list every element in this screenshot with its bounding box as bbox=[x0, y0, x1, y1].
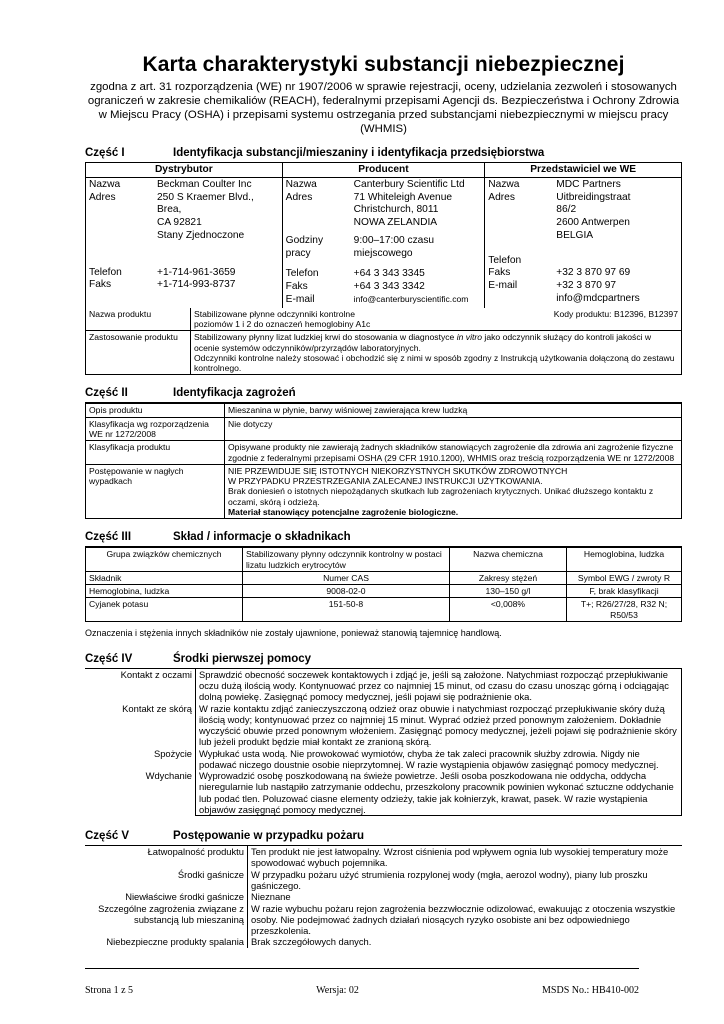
representative-block: Nazwa MDC Partners Adres Uitbreidingstraat 86/2 2600 Antwerpen BELGIA Telefon Faks +32 3 870 97 69 E-mail +32 3 870 97 info@mdcpartners bbox=[485, 177, 682, 307]
product-codes: Kody produktu: B12396, B12397 bbox=[475, 308, 682, 331]
product-use: Stabilizowany płynny lizat ludzkiej krwi do stosowania w diagnostyce in vitro jako odczynnik służący do kontroli jakości w ocenie systemów odczynników/przyrządów laboratoryjnych. Odczynniki kontrolne należy stosować i obchodzić się z nimi w sposób zgodny z Instrukcją użytkowania dołączoną do zestawu kontrolnego. bbox=[191, 331, 682, 375]
table-row: Niewłaściwe środki gaśnicze Nieznane bbox=[85, 891, 682, 902]
product-table bbox=[85, 308, 682, 376]
msds-number: MSDS No.: HB410-002 bbox=[542, 985, 639, 996]
distributor-block: Nazwa Beckman Coulter Inc Adres 250 S Kraemer Blvd., Brea, CA 92821 Stany Zjednoczone Telefon +1-714-961-3659 Faks +1-714-993-8737 bbox=[86, 177, 283, 307]
table-row: Środki gaśnicze W przypadku pożaru użyć strumienia rozpylonej wody (mgła, aerozol wodny), piany lub proszku gaśniczego. bbox=[85, 869, 682, 892]
section-2-heading bbox=[85, 387, 682, 403]
producer-name: Canterbury Scientific Ltd bbox=[353, 178, 465, 190]
product-name-label: Nazwa produktu bbox=[86, 308, 191, 331]
document-title: Karta charakterystyki substancji niebezpiecznej bbox=[142, 53, 625, 76]
producer-email: info@canterburyscientific.com bbox=[353, 293, 469, 304]
table-row: Postępowanie w nagłych wypadkach NIE PRZEWIDUJE SIĘ ISTOTNYCH NIEKORZYSTNYCH SKUTKÓW ZDROWOTNYCH W PRZYPADKU PRZESTRZEGANIA ZALECANEJ INSTRUKCJI UŻYTKOWANIA. Brak doniesień o istotnych niepożądanych skutkach lub zagrożeniach krytycznych. Unikać dłuższego kontaktu z oczami, skórą i odzieżą. Materiał stanowiący potencjalne zagrożenie biologiczne. bbox=[86, 464, 682, 519]
section-1-heading bbox=[85, 147, 682, 163]
table-row: Niebezpieczne produkty spalania Brak szczegółowych danych. bbox=[85, 936, 682, 947]
section-3-title: Skład / informacje o składnikach bbox=[173, 531, 351, 544]
section-5-title: Postępowanie w przypadku pożaru bbox=[173, 830, 365, 843]
table-row: Hemoglobina, ludzka 9008-02-0 130–150 g/l F, brak klasyfikacji bbox=[86, 585, 682, 598]
composition-note: Oznaczenia i stężenia innych składników nie zostały ujawnione, ponieważ stanowią tajemnicę handlową. bbox=[85, 628, 502, 639]
distributor-name: Beckman Coulter Inc bbox=[157, 178, 252, 190]
producer-fax: +64 3 343 3342 bbox=[353, 281, 425, 293]
representative-name: MDC Partners bbox=[556, 178, 621, 190]
document-subtitle: zgodna z art. 31 rozporządzenia (WE) nr 1907/2006 w sprawie rejestracji, oceny, udzielania zezwoleń i stosowanych ograniczeń w zakresie chemikaliów (REACH), federalnymi przepisami Agencji ds. Bezpieczeństwa i Ochrony Zdrowia w Miejscu Pracy (OSHA) i przepisami systemu ostrzegania przed substancjami niebezpiecznymi w miejscu pracy (WHMIS) bbox=[87, 81, 680, 135]
representative-header: Przedstawiciel we WE bbox=[485, 163, 682, 178]
section-4-heading bbox=[85, 653, 682, 669]
section-3-heading bbox=[85, 531, 682, 547]
section-3 bbox=[85, 531, 682, 638]
representative-fax: +32 3 870 97 69 bbox=[556, 267, 631, 279]
distributor-address: 250 S Kraemer Blvd., bbox=[157, 191, 254, 203]
producer-hours: 9:00–17:00 czasu bbox=[353, 234, 435, 246]
table-row: Grupa związków chemicznych Stabilizowany płynny odczynnik kontrolny w postaci lizatu ludzkich erytrocytów Nazwa chemiczna Hemoglobina, ludzka bbox=[86, 548, 682, 572]
table-row: Opis produktu Mieszanina w płynie, barwy wiśniowej zawierająca krew ludzką bbox=[86, 404, 682, 417]
composition-table bbox=[85, 547, 682, 622]
page-number: Strona 1 z 5 bbox=[85, 985, 134, 996]
distributor-header: Dystrybutor bbox=[86, 163, 283, 178]
section-1-title: Identyfikacja substancji/mieszaniny i identyfikacja przedsiębiorstwa bbox=[173, 146, 545, 159]
distributor-phone: +1-714-961-3659 bbox=[157, 266, 236, 278]
document-page bbox=[85, 52, 682, 948]
table-row: Kontakt z oczami Sprawdzić obecność soczewek kontaktowych i zdjąć je, jeśli są założone. Natychmiast rozpocząć przepłukiwanie oczu dużą ilością wody. Kontynuować przez co najmniej 15 minut, od czasu do czasu unosząc górną i odciągając dolną powiekę. Zasięgnąć pomocy medycznej, jeśli pojawi się podrażnienie oka. bbox=[85, 669, 682, 703]
fire-table bbox=[85, 846, 682, 948]
table-row: Klasyfikacja produktu Opisywane produkty nie zawierają żadnych składników stanowiących zagrożenie dla zdrowia ani zagrożenie fizyczne zgodnie z federalnymi przepisami OSHA (29 CFR 1910.1200), WHMIS oraz treścią rozporządzenia WE nr 1272/2008 bbox=[86, 441, 682, 465]
table-row: Kontakt ze skórą W razie kontaktu zdjąć zanieczyszczoną odzież oraz obuwie i natychmiast rozpocząć przepłukiwanie skóry dużą ilością wody; kontynuować przez co najmniej 15 minut. Wyprać odzież przed ponownym założeniem. Dokładnie wyczyścić obuwie przed ponownym włożeniem. Zasięgnąć pomocy medycznej, jeżeli pojawi się podrażnienie skóry lub jeżeli produkt będzie miał kontakt ze zranioną skórą. bbox=[85, 703, 682, 748]
representative-address: Uitbreidingstraat bbox=[556, 191, 631, 203]
parties-table bbox=[85, 163, 682, 308]
representative-phone: +32 3 870 97 bbox=[556, 280, 617, 292]
page-footer bbox=[85, 968, 639, 997]
producer-header: Producent bbox=[282, 163, 485, 178]
section-2 bbox=[85, 387, 682, 519]
section-1 bbox=[85, 147, 682, 376]
table-header-row: Składnik Numer CAS Zakresy stężeń Symbol EWG / zwroty R bbox=[86, 571, 682, 584]
section-5-number: Część V bbox=[85, 830, 130, 843]
table-row: Szczególne zagrożenia związane z substancją lub mieszaniną W razie wybuchu pożaru rejon zagrożenia bezzwłocznie odizolować, ewakuując z otoczenia wszystkie osoby. Nie podejmować żadnych działań niosących ryzyko osobiste ani bez odpowiedniego przeszkolenia. bbox=[85, 903, 682, 937]
distributor-fax: +1-714-993-8737 bbox=[157, 279, 236, 291]
section-4-title: Środki pierwszej pomocy bbox=[173, 652, 312, 665]
hazards-table bbox=[85, 403, 682, 519]
table-row: Klasyfikacja wg rozporządzenia WE nr 1272/2008 Nie dotyczy bbox=[86, 417, 682, 441]
product-name: Stabilizowane płynne odczynniki kontrolne poziomów 1 i 2 do oznaczeń hemoglobiny A1c bbox=[191, 308, 476, 331]
section-1-number: Część I bbox=[85, 146, 125, 159]
section-4-number: Część IV bbox=[85, 652, 133, 665]
representative-email: info@mdcpartners bbox=[556, 292, 640, 304]
producer-address: 71 Whiteleigh Avenue bbox=[353, 191, 453, 203]
section-4 bbox=[85, 653, 682, 816]
table-row: Łatwopalność produktu Ten produkt nie jest łatwopalny. Wzrost ciśnienia pod wpływem ognia lub wysokiej temperatury może spowodować wybuch pojemnika. bbox=[85, 846, 682, 869]
producer-block: Nazwa Canterbury Scientific Ltd Adres 71 Whiteleigh Avenue Christchurch, 8011 NOWA ZELANDIA Godziny 9:00–17:00 czasu pracy miejscowego Telefon +64 3 343 3345 Faks +64 3 343 3342 E-mail info@canterburyscientific.com bbox=[282, 177, 485, 307]
section-3-number: Część III bbox=[85, 531, 132, 544]
document-version: Wersja: 02 bbox=[316, 985, 359, 996]
table-row: Cyjanek potasu 151-50-8 <0,008% T+; R26/27/28, R32 N; R50/53 bbox=[86, 598, 682, 622]
table-row: Wdychanie Wyprowadzić osobę poszkodowaną na świeże powietrze. Jeśli osoba poszkodowana nie oddycha, oddycha nieregularnie lub nastąpiło zatrzymanie oddechu, przeszkolony pracownik powinien wykonać sztuczne oddychanie lub podać tlen. Poluzować ciasne elementy odzieży, takie jak kołnierzyk, krawat, pasek. W razie wystąpienia objawów zasięgnąć pomocy medycznej. bbox=[85, 770, 682, 816]
emergency-handling: NIE PRZEWIDUJE SIĘ ISTOTNYCH NIEKORZYSTNYCH SKUTKÓW ZDROWOTNYCH W PRZYPADKU PRZESTRZEGANIA ZALECANEJ INSTRUKCJI UŻYTKOWANIA. Brak doniesień o istotnych niepożądanych skutkach lub zagrożeniach krytycznych. Unikać dłuższego kontaktu z oczami, skórą i odzieżą. Materiał stanowiący potencjalne zagrożenie biologiczne. bbox=[225, 464, 682, 519]
section-2-title: Identyfikacja zagrożeń bbox=[173, 387, 296, 400]
section-5 bbox=[85, 830, 682, 947]
producer-phone: +64 3 343 3345 bbox=[353, 268, 425, 280]
section-5-heading bbox=[85, 830, 682, 846]
table-row: Spożycie Wypłukać usta wodą. Nie prowokować wymiotów, chyba że tak zaleci pracownik służby zdrowia. Nigdy nie podawać niczego doustnie osobie nieprzytomnej. W razie wystąpienia objawów zasięgnąć pomocy medycznej. bbox=[85, 748, 682, 771]
section-2-number: Część II bbox=[85, 387, 128, 400]
first-aid-table bbox=[85, 669, 682, 817]
product-use-label: Zastosowanie produktu bbox=[86, 331, 191, 375]
